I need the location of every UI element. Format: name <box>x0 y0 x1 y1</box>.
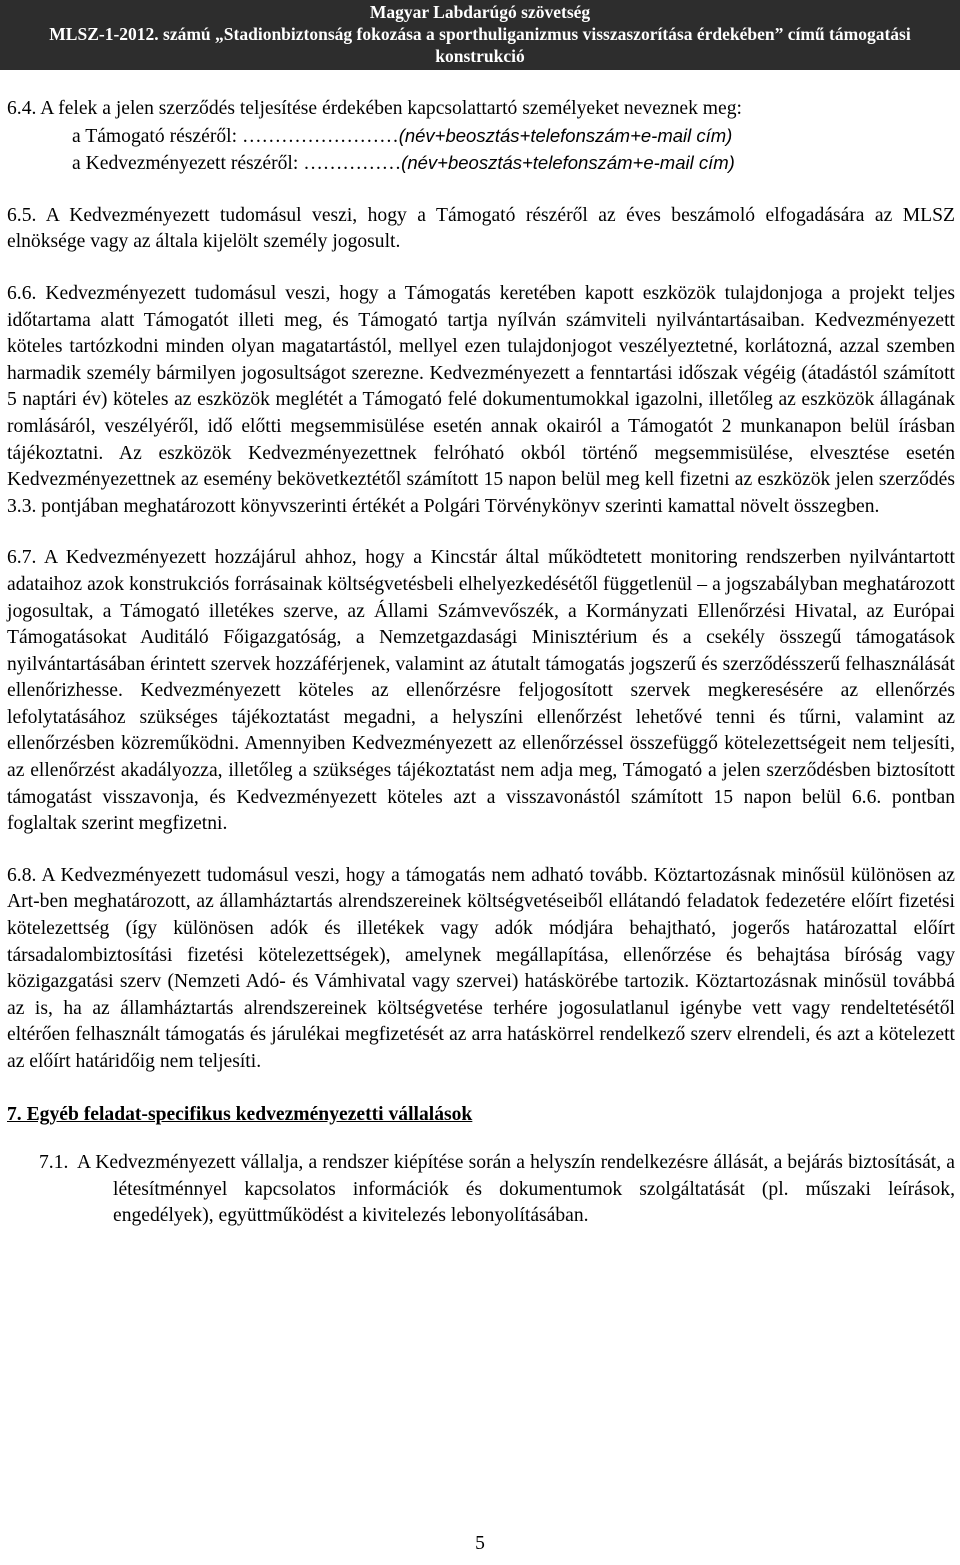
item-7-1-number: 7.1. <box>39 1152 69 1174</box>
section-7-heading: 7. Egyéb feladat-specifikus kedvezményezetti vállalások <box>7 1103 473 1125</box>
contact-dots-supporter[interactable]: …………………… <box>241 125 399 147</box>
section-6-8: 6.8. A Kedvezményezett tudomásul veszi, hogy a támogatás nem adható tovább. Köztartozásnak minősül különösen az Art-ben meghatározott, az államháztartás alrendszereinek költségvetéseiből ellátandó feladatok fedezetére előírt fizetési kötelezettség (így különösen adók és illetékek vagy adók módjára behajtható, jogerős határozattal előírt társadalombiztosítási fizetési kötelezettségek), amelynek megállapítása, ellenőrzése és behajtása bíróság vagy közigazgatási szerv (Nemzeti Adó- és Vámhivatal vagy szervei) hatáskörébe tartozik. Köztartozásnak minősül továbbá az is, ha az államháztartás alrendszereinek költségvetése terhére jogosulatlanul igénybe vett vagy rendeltetésétől eltérően felhasznált támogatás és járulékai megfizetését az arra hatáskörrel rendelkező szerv elrendeli, és azt a kötelezett az előírt határidőig nem teljesíti. <box>7 864 955 1072</box>
contact-label-beneficiary: a Kedvezményezett részéről: <box>72 153 304 175</box>
contact-label-supporter: a Támogató részéről: <box>72 125 242 147</box>
header-program-title: MLSZ-1-2012. számú „Stadionbiztonság fokozása a sporthuliganizmus visszaszorítása érdekében” című támogatási <box>49 24 911 44</box>
header-program-title-cont: konstrukció <box>435 46 525 66</box>
contact-hint-beneficiary: (név+beosztás+telefonszám+e-mail cím) <box>401 152 735 174</box>
item-7-1-text: A Kedvezményezett vállalja, a rendszer kiépítése során a helyszín rendelkezésre állását, a bejárás biztosítását, a létesítménnyel kapcsolatos információk és dokumentumok szolgáltatását (pl. műszaki leírások, engedélyek), együttműködést a kivitelezés lebonyolításában. <box>77 1152 955 1227</box>
contact-line-supporter <box>7 123 955 151</box>
item-7-1 <box>7 1150 955 1230</box>
document-body <box>7 96 955 1230</box>
page-number: 5 <box>475 1533 485 1554</box>
contact-line-beneficiary <box>7 150 955 178</box>
section-6-6: 6.6. Kedvezményezett tudomásul veszi, hogy a Támogatás keretében kapott eszközök tulajdonjoga a projekt teljes időtartama alatt Támogatót illeti meg, és Támogató tartja nyílván számviteli nyilvántartásaiban. Kedvezményezett köteles tartózkodni minden olyan magatartástól, mellyel ezen tulajdonjogot veszélyeztetné, korlátozná, azzal szemben harmadik személy bármilyen jogosultságot szerezne. Kedvezményezett a fenntartási időszak végéig (átadástól számított 5 naptári év) köteles az eszközök meglétét a Támogató felé dokumentumokkal igazolni, illetőleg az eszközök állagának romlásáról, veszélyéről, idő előtti megsemmisülése esetén annak okairól a Támogatót 2 munkanapon belül írásban tájékoztatni. Az eszközök Kedvezményezettnek felróható okból történő megsemmisülése, elvesztése esetén Kedvezményezettnek az esemény bekövetkeztétől számított 15 napon belül meg kell fizetni az eszközök jelen szerződés 3.3. pontjában meghatározott könyvszerinti értékét a Polgári Törvénykönyv szerinti kamattal növelt összegben. <box>7 282 955 517</box>
section-6-5: 6.5. A Kedvezményezett tudomásul veszi, hogy a Támogató részéről az éves beszámoló elfogadására az MLSZ elnöksége vagy az általa kijelölt személy jogosult. <box>7 204 955 253</box>
contact-hint-supporter: (név+beosztás+telefonszám+e-mail cím) <box>398 124 733 146</box>
contact-dots-beneficiary[interactable]: …………… <box>303 153 402 175</box>
section-6-4-text: 6.4. A felek a jelen szerződés teljesítése érdekében kapcsolattartó személyeket neveznek meg: <box>7 98 742 119</box>
header-organization: Magyar Labdarúgó szövetség <box>369 2 591 22</box>
section-6-7: 6.7. A Kedvezményezett hozzájárul ahhoz, hogy a Kincstár által működtetett monitoring rendszerben nyilvántartott adataihoz azok konstrukciós forrásainak költségvetésbeli elhelyezkedésétől függetlenül – a jogszabályban meghatározott jogosultak, a Támogató illetékes szerve, az Állami Számvevőszék, a Kormányzati Ellenőrzési Hivatal, az Európai Támogatásokat Auditáló Főigazgatóság, a Nemzetgazdasági Minisztérium és a csekély összegű támogatások nyilvántartásában érintett szervek hozzáférjenek, valamint az átutalt támogatás jogszerű és szerződésszerű felhasználását ellenőrizhesse. Kedvezményezett köteles az ellenőrzésre feljogosított szervek megkeresésére az ellenőrzés lefolytatásához szükséges tájékoztatást megadni, a helyszíni ellenőrzést lehetővé tenni és tűrni, valamint az ellenőrzésben közreműködni. Amennyiben Kedvezményezett az ellenőrzéssel összefüggő kötelezettségeit nem teljesíti, az ellenőrzést akadályozza, illetőleg a szükséges tájékoztatást nem adja meg, Támogató a jelen szerződésben biztosított támogatást visszavonja, és Kedvezményezett köteles azt a visszavonástól számított 15 napon belül 6.6. pontban foglaltak szerint megfizetni. <box>7 547 955 835</box>
document-header <box>0 0 960 70</box>
